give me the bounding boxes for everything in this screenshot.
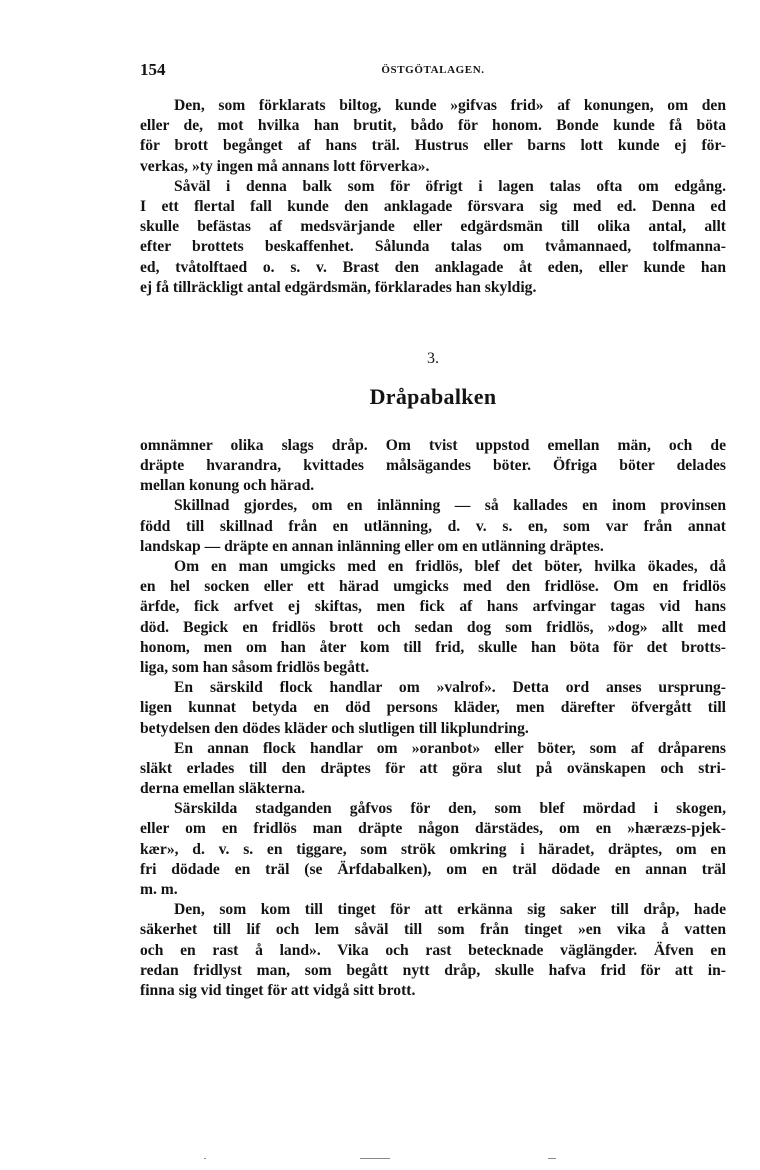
text-line: Om en man umgicks med en fridlös, blef det böter, hvilka ökades, då (174, 558, 726, 575)
text-line: ligen kunnat betyda en död persons kläder, men därefter öfvergått till (140, 699, 726, 717)
text-line: mellan konung och härad. (140, 477, 315, 495)
text-line: död. Begick en fridlös brott och sedan dog som fridlös, »dog» allt med (140, 618, 726, 636)
text-line: Den, som kom till tinget för att erkänna sig saker till dråp, hade (174, 901, 726, 919)
text-line: ej få tillräckligt antal edgärdsmän, förklarades han skyldig. (140, 278, 537, 296)
text-line: finna sig vid tinget för att vidgå sitt brott. (140, 981, 416, 999)
text-line: dräpte hvarandra, kvittades målsägandes böter. Öfriga böter delades (140, 457, 726, 475)
text-line: Den, som förklarats biltog, kunde »gifvas frid» af konungen, om den (174, 97, 726, 114)
text-line: honom, men om han åter kom till frid, skulle han böta för det brotts- (140, 638, 726, 656)
text-line: fri dödade en träl (se Ärfdabalken), om en träl dödade en annan träl (140, 860, 726, 878)
text-line: En annan flock handlar om »oranbot» eller böter, som af dråparens (174, 739, 726, 757)
section-title: Dråpabalken (369, 383, 497, 409)
text-line: landskap — dräpte en annan inlänning eller om en utlänning dräptes. (140, 537, 604, 555)
text-line: m. m. (140, 881, 178, 898)
scan-mark (360, 1158, 390, 1159)
text-line: En särskild flock handlar om »valrof». Detta ord anses ursprung- (174, 679, 726, 697)
text-line: Såväl i denna balk som för öfrigt i lagen talas ofta om edgång. (174, 177, 726, 195)
scan-mark (548, 1158, 556, 1159)
text-line: liga, som han såsom fridlös begått. (140, 658, 370, 676)
running-title: ÖSTGÖTALAGEN. (381, 64, 485, 76)
text-line: eller om en fridlös man dräpte någon därstädes, om en »hæræzs-pjek- (140, 820, 726, 838)
scan-marks (0, 1158, 760, 1164)
text-line: betydelsen den dödes kläder och slutligen till likplundring. (140, 719, 529, 737)
paragraphs-before-section (140, 96, 726, 298)
paragraphs-after-section (140, 436, 726, 1001)
page-number: 154 (140, 60, 166, 79)
text-line: efter brottets beskaffenhet. Sålunda talas om tvåmannaed, tolfmanna- (140, 238, 726, 256)
section-number: 3. (427, 349, 439, 367)
text-line: ed, tvåtolftaed o. s. v. Brast den anklagade åt eden, eller kunde han (140, 258, 726, 276)
text-line: eller de, mot hvilka han brutit, bådo för honom. Bonde kunde få böta (140, 117, 726, 135)
text-line: säkerhet till lif och lem såväl till som från tinget »en vika å vatten (140, 921, 726, 939)
text-line: för brott begånget af hans träl. Hustrus eller barns lott kunde ej för- (140, 137, 726, 155)
text-line: derna emellan släkterna. (140, 780, 306, 798)
text-line: och en rast å land». Vika och rast betecknade väglängder. Äfven en (140, 941, 726, 959)
text-line: född till skillnad från en utlänning, d. v. s. en, som var från annat (140, 517, 726, 535)
text-line: Skillnad gjordes, om en inlänning — så kallades en inom provinsen (174, 497, 726, 515)
text-line: I ett flertal fall kunde den anklagade försvara sig med ed. Denna ed (140, 197, 726, 215)
text-line: verkas, »ty ingen må annans lott förverka». (140, 157, 430, 175)
scan-mark (204, 1158, 206, 1159)
text-line: redan fridlyst man, som begått nytt dråp, skulle hafva frid för att in- (140, 961, 726, 979)
text-line: släkt erlades till den dräptes för att göra slut på ovänskapen och stri- (140, 759, 726, 777)
text-line: ärfde, fick arfvet ej skiftas, men fick af hans arfvingar tagas vid hans (140, 598, 726, 616)
text-line: omnämner olika slags dråp. Om tvist uppstod emellan män, och de (140, 436, 726, 454)
text-line: skulle befästas af medsvärjande eller edgärdsmän till olika antal, allt (140, 218, 726, 236)
text-line: kær», d. v. s. en tiggare, som strök omkring i häradet, dräptes, om en (140, 840, 726, 858)
text-line: en hel socken eller ett härad umgicks med den fridlöse. Om en fridlös (140, 578, 726, 596)
running-head (140, 58, 726, 84)
text-line: Särskilda stadganden gåfvos för den, som blef mördad i skogen, (174, 800, 726, 818)
page (140, 58, 726, 1001)
